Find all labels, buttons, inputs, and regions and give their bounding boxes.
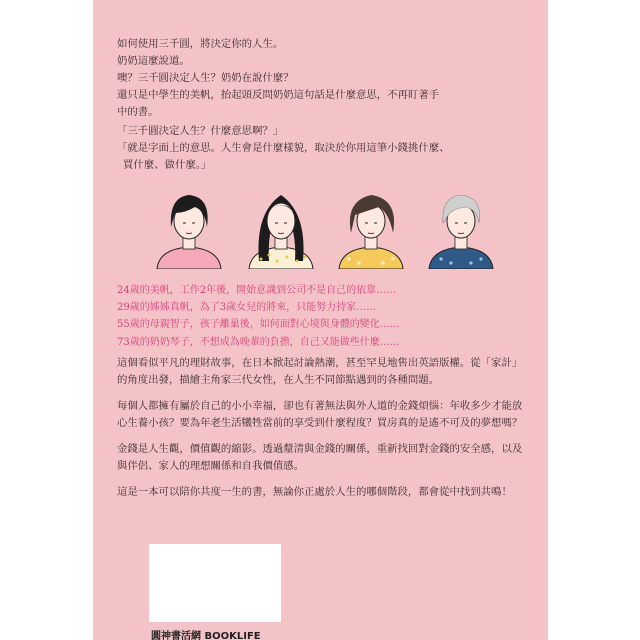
four-women-illustration bbox=[149, 183, 494, 269]
barcode-area bbox=[149, 544, 281, 622]
intro-line: 還只是中學生的美帆，抬起頭反問奶奶這句話是什麼意思，不再盯著手 bbox=[117, 89, 440, 101]
intro-line: 中的書。 bbox=[117, 106, 159, 118]
highlight-line: 73歲的奶奶琴子，不想成為晚輩的負擔，自己又能做些什麼…… bbox=[117, 336, 400, 348]
character-highlights bbox=[117, 282, 527, 351]
synopsis-paragraph: 這個看似平凡的理財故事，在日本掀起討論熱潮，甚至罕見地售出英語版權。從「家計」的角度出發，描繪主角家三代女性，在人生不同節點遇到的各種問題。 bbox=[117, 357, 523, 386]
synopsis-paragraph: 每個人都擁有屬於自己的小小幸福，卻也有著無法與外人道的金錢煩惱：年收多少才能放心生養小孩？要為年老生活犧牲當前的享受到什麼程度？買房真的是遙不可及的夢想嗎？ bbox=[117, 400, 523, 429]
highlight-line: 55歲的母親智子，孩子離巢後，如何面對心境與身體的變化…… bbox=[117, 319, 400, 331]
dialog-quote: 「就是字面上的意思。人生會是什麼樣貌，取決於你用這筆小錢挑什麼、 bbox=[117, 142, 450, 154]
character-kotoko bbox=[429, 195, 493, 269]
intro-line: 奶奶這麼說道。 bbox=[117, 55, 190, 67]
intro-text bbox=[117, 36, 527, 121]
character-tomoko bbox=[339, 195, 403, 269]
highlight-line: 29歲的姊姊真帆，為了3歲女兒的將來，只能努力持家…… bbox=[117, 302, 377, 314]
book-back-cover bbox=[93, 0, 548, 640]
dialog-text bbox=[117, 123, 527, 174]
highlight-line: 24歲的美帆，工作2年後，開始意識到公司不是自己的依靠…… bbox=[117, 285, 397, 296]
synopsis bbox=[117, 355, 527, 510]
publisher-logo: 圓神書活網 BOOKLIFE bbox=[151, 631, 261, 640]
dialog-quote: 「三千圓決定人生？什麼意思啊？」 bbox=[117, 125, 284, 137]
character-miho bbox=[157, 195, 221, 269]
synopsis-paragraph: 金錢是人生觀，價值觀的縮影。透過釐清與金錢的關係，重新找回對金錢的安全感，以及與伴侶、家人的理想關係和自我價值感。 bbox=[117, 443, 523, 472]
intro-line: 噢？三千圓決定人生？奶奶在說什麼？ bbox=[117, 72, 294, 84]
character-maho bbox=[249, 195, 313, 269]
intro-line: 如何使用三千圓，將決定你的人生。 bbox=[117, 38, 284, 50]
dialog-quote: 買什麼、做什麼。」 bbox=[123, 159, 212, 171]
synopsis-paragraph: 這是一本可以陪你共度一生的書，無論你正處於人生的哪個階段，都會從中找到共鳴！ bbox=[117, 486, 512, 498]
